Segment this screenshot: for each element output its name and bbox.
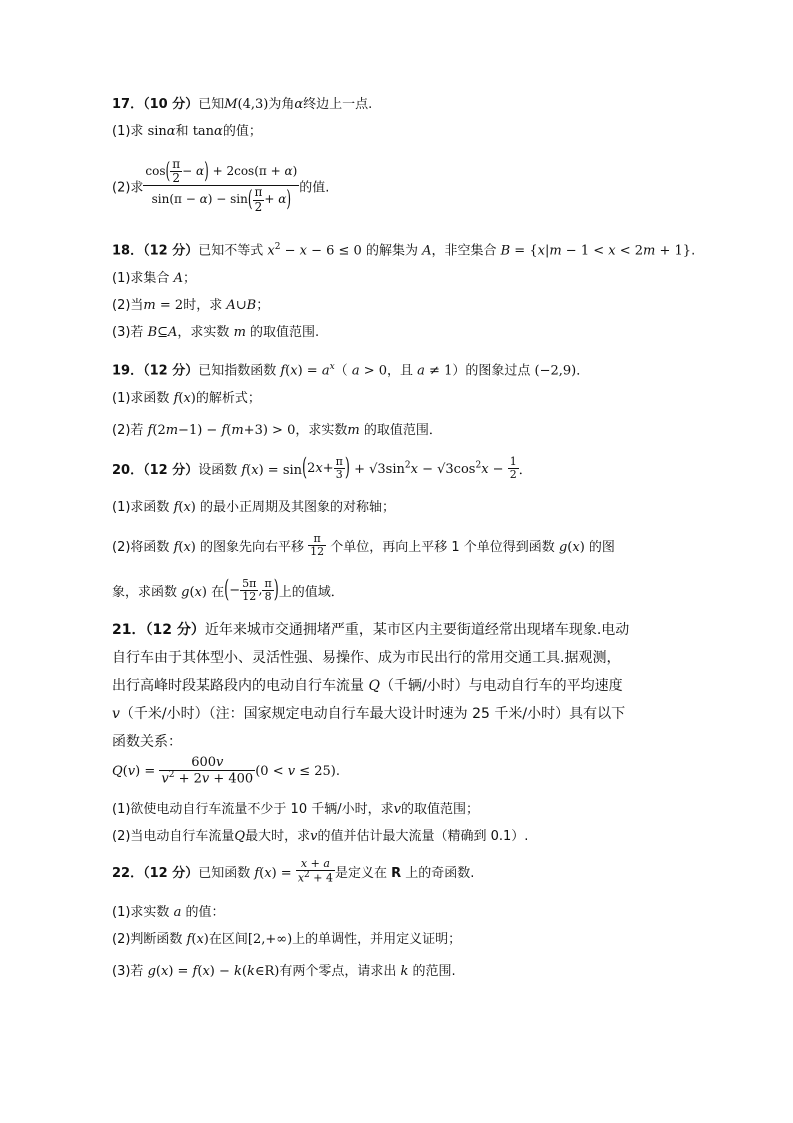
q22-part2: (2)判断函数 f(x)在区间[2,+∞)上的单调性，并用定义证明； — [112, 932, 462, 947]
q19-part1: (1)求函数 f(x)的解析式； — [112, 391, 261, 406]
q17-part1: (1)求 sinα和 tanα的值； — [112, 124, 262, 139]
q21-line4: v（千米/小时）（注：国家规定电动自行车最大设计时速为 25 千米/小时）具有以下 — [112, 706, 626, 722]
q22-part3: (3)若 g(x) = f(x) − k(k∈R)有两个零点，请求出 k 的范围. — [112, 964, 456, 979]
q17-part2: (2)求 cos( $\frac{\pi}{2}$ − α) + 2cos(π + α) sin(π − α) − sin( $\frac{\pi}{2}$ + α) 的值. — [112, 157, 330, 214]
q18-part1: (1)求集合 A； — [112, 271, 196, 286]
q20-part2-line2: 象，求函数 g(x) 在(− $\frac{5\pi}{12}$ , $\frac{\pi}{8}$ )上的值域． — [112, 576, 344, 605]
q21-line1: 21．（12 分）近年来城市交通拥堵严重，某市区内主要街道经常出现堵车现象.电动 — [112, 622, 630, 638]
q18-part3: (3)若 B⊆A，求实数 m 的取值范围. — [112, 325, 320, 340]
q19-stem: 19．（12 分）已知指数函数 $f(x) = a^x$（ a > 0，且 a ≠ 1）的图象过点 (−2,9)． — [112, 362, 590, 379]
q18-stem: 18．（12 分）已知不等式 $x^2 - x - 6 \le 0$ 的解集为 A，非空集合 B = {x|m − 1 < x < 2m + 1}. — [112, 242, 696, 259]
q22-stem: 22．（12 分）已知函数 f(x) = $\frac{x + a}{x^2 + 4}$ 是定义在 R 上的奇函数. — [112, 857, 475, 885]
q21-part1: (1)欲使电动自行车流量不少于 10 千辆/小时，求v的取值范围； — [112, 802, 479, 817]
q21-formula: Q(v) = $\frac{600v}{v^2 + 2v + 400}$ (0 < v ≤ 25). — [112, 755, 340, 787]
q18-part2: (2)当m = 2时，求 A∪B； — [112, 298, 270, 313]
q20-part1: (1)求函数 f(x) 的最小正周期及其图象的对称轴； — [112, 500, 396, 515]
q21-line3: 出行高峰时段某路段内的电动自行车流量 Q（千辆/小时）与电动自行车的平均速度 — [112, 678, 623, 694]
q21-line5: 函数关系： — [112, 734, 182, 750]
q21-part2: (2)当电动自行车流量Q最大时，求v的值并估计最大流量（精确到 0.1）. — [112, 829, 529, 844]
q21-line2: 自行车由于其体型小、灵活性强、易操作、成为市民出行的常用交通工具.据观测， — [112, 650, 621, 666]
q19-part2: (2)若 f(2m−1) − f(m+3) > 0，求实数m 的取值范围． — [112, 423, 442, 438]
q20-stem: 20．（12 分）设函数 f(x) = sin(2x+ $\frac{\pi}{3}$ ) + $√3\sin^2x - √3\cos^2x$ − $\frac{1}{2}$ ． — [112, 454, 532, 483]
q17-stem: 17．（10 分）已知M(4,3)为角α终边上一点. — [112, 97, 373, 112]
q20-part2-line1: (2)将函数 f(x) 的图象先向右平移 $\frac{\pi}{12}$ 个单位，再向上平移 1 个单位得到函数 g(x) 的图 — [112, 532, 615, 559]
q22-part1: (1)求实数 a 的值： — [112, 905, 225, 920]
